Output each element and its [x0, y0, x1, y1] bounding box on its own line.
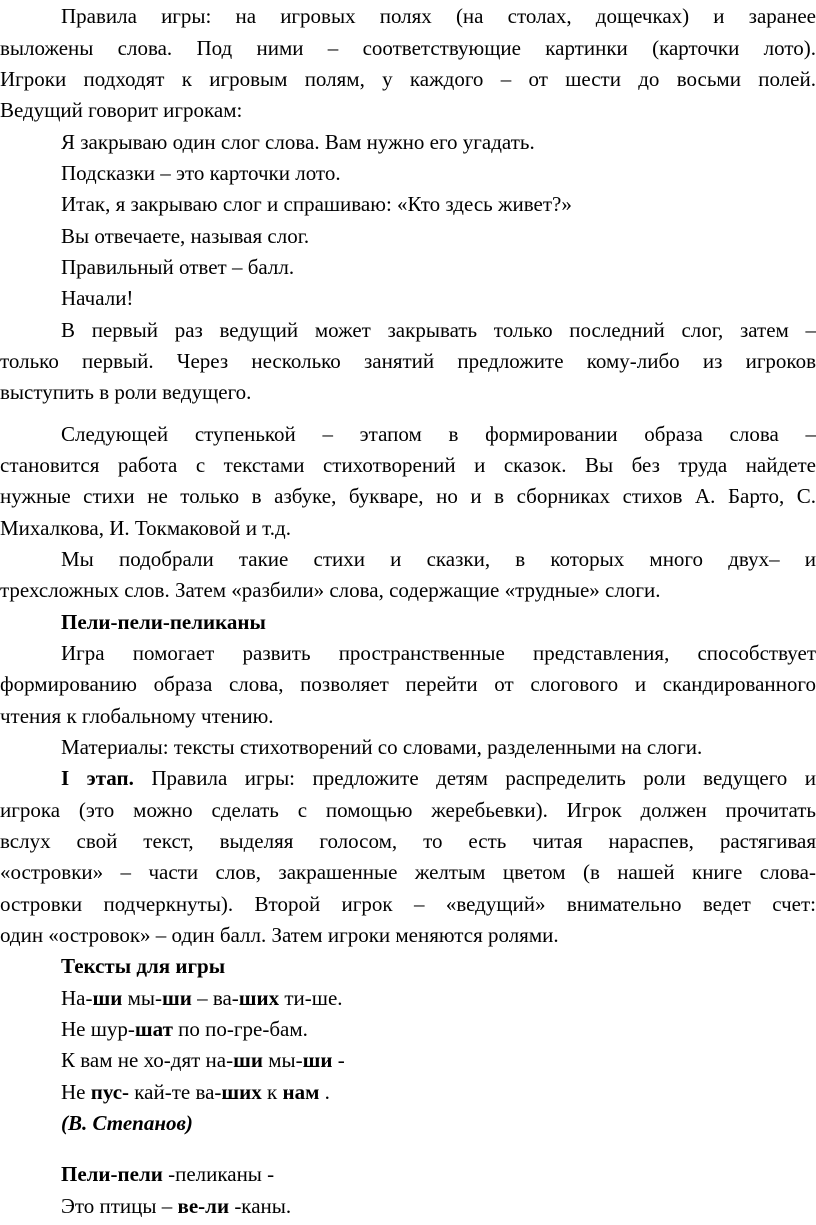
speech-line: Я закрываю один слог слова. Вам нужно его угадать. — [61, 130, 535, 154]
stage-line: I этап. Правила игры: предложите детям распределить роли ведущего и — [61, 766, 816, 790]
speech-line: Подсказки – это карточки лото. — [61, 161, 341, 185]
poem-author: (В. Степанов) — [61, 1111, 193, 1135]
text-line: В первый раз ведущий может закрывать только последний слог, затем – — [61, 318, 816, 342]
speech-line: Начали! — [61, 286, 134, 310]
speech-line: Правильный ответ – балл. — [61, 255, 295, 279]
text-line: один «островок» – один балл. Затем игроки меняются ролями. — [0, 923, 559, 947]
text-line: игрока (это можно сделать с помощью жеребьевки). Игрок должен прочитать — [0, 798, 816, 822]
stage-label: I этап. — [61, 766, 134, 790]
materials-line: Материалы: тексты стихотворений со словами, разделенными на слоги. — [61, 735, 703, 759]
text-line: выступить в роли ведущего. — [0, 380, 252, 404]
text-line: становится работа с текстами стихотворений и сказок. Вы без труда найдете — [0, 453, 816, 477]
poem-line: Это птицы – ве-ли -каны. — [61, 1194, 292, 1218]
text-line: Правила игры: на игровых полях (на столах, дощечках) и заранее — [61, 4, 816, 28]
speech-line: Вы отвечаете, называя слог. — [61, 224, 310, 248]
materials-label: Материалы: — [61, 735, 169, 759]
text-line: трехсложных слов. Затем «разбили» слова, содержащие «трудные» слоги. — [0, 578, 661, 602]
text-line: Следующей ступенькой – этапом в формировании образа слова – — [61, 422, 816, 446]
text-line: вслух свой текст, выделяя голосом, то есть читая нараспев, растягивая — [0, 829, 816, 853]
text-line: островки подчеркнуты). Второй игрок – «ведущий» внимательно ведет счет: — [0, 892, 816, 916]
speech-line: Итак, я закрываю слог и спрашиваю: «Кто здесь живет?» — [61, 192, 572, 216]
text-line: «островки» – части слов, закрашенные желтым цветом (в нашей книге слова- — [0, 860, 816, 884]
text-line: Игра помогает развить пространственные представления, способствует — [61, 641, 816, 665]
text-line: выложены слова. Под ними – соответствующие картинки (карточки лото). — [0, 36, 816, 60]
poem-line: На-ши мы-ши – ва-ших ти-ше. — [61, 986, 343, 1010]
poem-line: Не шур-шат по по-гре-бам. — [61, 1017, 308, 1041]
text-line: только первый. Через несколько занятий предложите кому-либо из игроков — [0, 349, 816, 373]
text-line: нужные стихи не только в азбуке, букваре, но и в сборниках стихов А. Барто, С. — [0, 484, 816, 508]
texts-heading: Тексты для игры — [61, 954, 226, 978]
text-line: Игроки подходят к игровым полям, у каждого – от шести до восьми полей. — [0, 67, 816, 91]
text-line: чтения к глобальному чтению. — [0, 704, 274, 728]
text-line: Ведущий говорит игрокам: — [0, 98, 243, 122]
text-line: Михалкова, И. Токмаковой и т.д. — [0, 516, 291, 540]
poem-line: Пели-пели -пеликаны - — [61, 1162, 275, 1186]
text-line: формированию образа слова, позволяет перейти от слогового и скандированного — [0, 672, 816, 696]
text-line: Мы подобрали такие стихи и сказки, в которых много двух– и — [61, 547, 816, 571]
section-heading: Пели-пели-пеликаны — [61, 610, 266, 634]
poem-line: Не пус- кай-те ва-ших к нам . — [61, 1080, 330, 1104]
poem-line: К вам не хо-дят на-ши мы-ши - — [61, 1048, 345, 1072]
